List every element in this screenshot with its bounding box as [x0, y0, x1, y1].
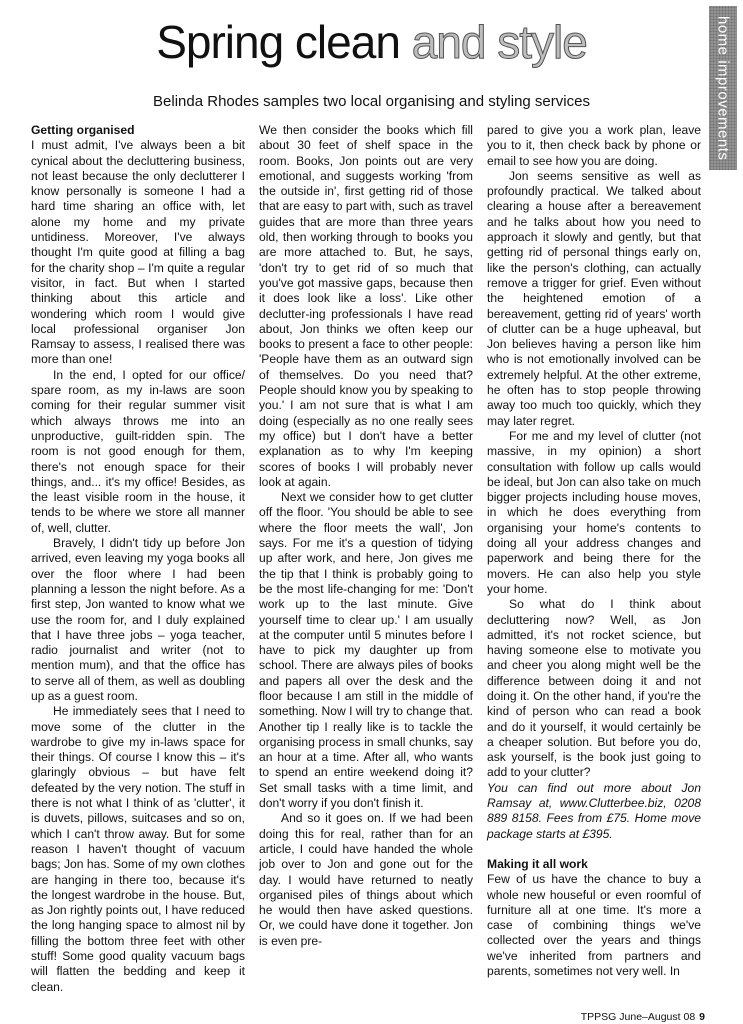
article-column-1 — [31, 123, 245, 995]
paragraph: He immediately sees that I need to move some of the clutter in the wardrobe to give my in-laws space for their things. Of course I know this – it's glaringly obvious – but have felt defeated by the very notion. The stuff in there is not what I think of as 'clutter', it is duvets, pillows, suitcases and so on, which I can't throw away. But for some reason I haven't thought of vacuum bags; Jon has. Some of my own clothes are hanging in there too, because it's the longest wardrobe in the house. But, as Jon rightly points out, I have reduced the long hanging space to almost nil by filling the bottom three feet with other stuff! Some good quality vacuum bags will flatten the bedding and keep it clean. — [31, 704, 245, 994]
contact-info: You can find out more about Jon Ramsay at, www.Clutterbee.biz, 0208 889 8158. Fees from £75. Home move package starts at £395. — [487, 780, 701, 841]
title-part-2: and style — [411, 16, 587, 68]
paragraph: So what do I think about decluttering now? Well, as Jon admitted, it's not rocket science, but having someone else to motivate you and cheer you along might well be the difference between doing it and not doing it. On the other hand, if you're the kind of person who can read a book and do it yourself, it would certainly be a cheaper solution. But before you do, ask yourself, is the book just going to add to your clutter? — [487, 597, 701, 780]
paragraph: In the end, I opted for our office/ spare room, as my in-laws are soon coming for their regular summer visit which always throws me into an unproductive, guilt-ridden spin. The room is not good enough for them, there's not enough space for their things, and... it's my office! Besides, as the least visible room in the house, it tends to be where we store all manner of, well, clutter. — [31, 367, 245, 535]
paragraph: For me and my level of clutter (not massive, in my opinion) a short consultation with follow up calls would be ideal, but Jon can also take on much bigger projects including house moves, in which he does everything from organising your home's contents to doing all your address changes and paperwork and being there for the movers. He can also help you style your home. — [487, 428, 701, 596]
paragraph: Few of us have the chance to buy a whole new houseful or even roomful of furniture all at one time. It's more a case of combining things we've collected over the years and things we've inherited from partners and parents, sometimes not very well. In — [487, 872, 701, 979]
paragraph: pared to give you a work plan, leave you to it, then check back by phone or email to see how you are doing. — [487, 123, 701, 168]
page-number: 9 — [699, 1011, 705, 1023]
section-side-tab — [709, 6, 737, 170]
page-footer — [581, 1010, 705, 1024]
paragraph: Bravely, I didn't tidy up before Jon arrived, even leaving my yoga books all over the floor where I had been planning a lesson the night before. As a first step, Jon wanted to know what we use the room for, and I duly explained that I have three jobs – yoga teacher, radio journalist and writer (not to mention mum), and that the office has to serve all of them, as well as doubling up as a guest room. — [31, 536, 245, 703]
article-subtitle: Belinda Rhodes samples two local organising and styling services — [153, 93, 590, 110]
article-column-2 — [259, 123, 473, 949]
footer-issue: TPPSG June–August 08 — [580, 1011, 696, 1023]
article-column-3 — [487, 123, 701, 979]
section-heading-making-it-all-work: Making it all work — [487, 856, 588, 871]
title-part-1: Spring clean — [156, 16, 400, 68]
paragraph: Next we consider how to get clutter off the floor. 'You should be able to see where the floor meets the wall', Jon says. For me it's a question of tidying up after work, and here, Jon gives me the tip that I think is probably going to be the most life-changing for me: 'Don't work up to the last minute. Give yourself time to clear up.' I am usually at the computer until 5 minutes before I have to pick my daughter up from school. There are always piles of books and papers all over the desk and the floor because I am still in the middle of something. Now I will try to change that. Another tip I really like is to tackle the organising process in small chunks, say an hour at a time. After all, who wants to spend an entire weekend doing it? Set small tasks with a time limit, and don't worry if you don't finish it. — [259, 490, 473, 811]
paragraph: And so it goes on. If we had been doing this for real, rather than for an article, I could have handed the whole job over to Jon and gone out for the day. I would have returned to neatly organised piles of things about which he would then have asked questions. Or, we could have done it together. Jon is even pre- — [259, 811, 473, 948]
article-title — [0, 14, 743, 70]
paragraph: Jon seems sensitive as well as profoundly practical. We talked about clearing a house after a bereavement and he talks about how you need to approach it slowly and gently, but that getting rid of personal things early on, like the person's clothing, can actually remove a trigger for grief. Even without the heightened emotion of a bereavement, getting rid of years' worth of clutter can be a huge upheaval, but Jon believes having a person like him who is not emotionally involved can be extremely helpful. At the other extreme, he often has to stop people throwing away too much too quickly, which they may later regret. — [487, 168, 701, 428]
section-side-tab-label: home improvements — [714, 15, 732, 161]
paragraph: We then consider the books which fill about 30 feet of shelf space in the room. Books, Jon points out are very emotional, and suggests working 'from the outside in', first getting rid of those that are easy to part with, such as travel guides that are more than three years old, then working through to books you are more attached to. But, he says, 'don't try to get rid of so much that you've got massive gaps, because then it does look like a loss'. Like other declutter-ing professionals I have read about, Jon thinks we often keep our books to present a face to other people: 'People have them as an outward sign of themselves. Do you need that? People should know you by speaking to you.' I am not sure that is what I am doing (especially as no one really sees my office) but I don't have a better explanation as to why I'm keeping scores of books I will probably never look at again. — [259, 123, 473, 489]
paragraph: I must admit, I've always been a bit cynical about the decluttering business, not least because the only declutterer I know personally is someone I had a hard time sharing an office with, let alone my home and my private untidiness. Moreover, I've always thought I'm quite good at filling a bag for the charity shop – I'm quite a regular visitor, in fact. But when I started thinking about this article and wondering which room I would give local professional organiser Jon Ramsay to assess, I realised there was more than one! — [31, 138, 245, 367]
section-heading-getting-organised: Getting organised — [31, 123, 135, 137]
